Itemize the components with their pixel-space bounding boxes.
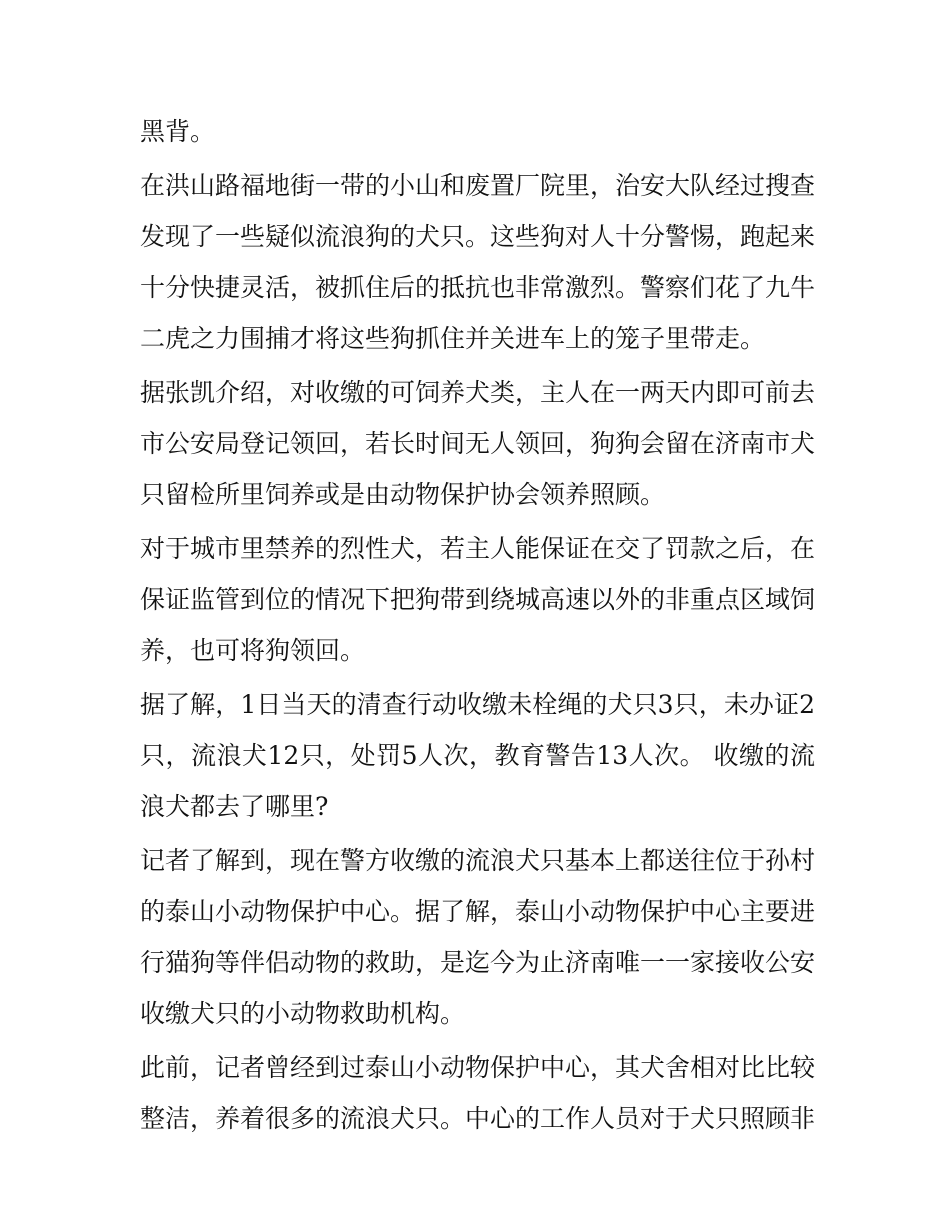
paragraph-2: 在洪山路福地街一带的小山和废置厂院里，治安大队经过搜查发现了一些疑似流浪狗的犬只。这些狗对人十分警惕，跑起来十分快捷灵活，被抓住后的抵抗也非常激烈。警察们花了九牛二虎之力围捕才将这些狗抓住并关进车上的笼子里带走。 <box>140 171 816 353</box>
paragraph-6: 记者了解到，现在警方收缴的流浪犬只基本上都送往位于孙村的泰山小动物保护中心。据了解，泰山小动物保护中心主要进行猫狗等伴侣动物的救助，是迄今为止济南唯一一家接收公安收缴犬只的小动物救助机构。 <box>140 846 816 1028</box>
paragraph-4: 对于城市里禁养的烈性犬，若主人能保证在交了罚款之后，在保证监管到位的情况下把狗带到绕城高速以外的非重点区域饲养，也可将狗领回。 <box>140 534 816 665</box>
paragraph-5: 据了解，1日当天的清查行动收缴未栓绳的犬只3只，未办证2只，流浪犬12只，处罚5人次，教育警告13人次。 收缴的流浪犬都去了哪里? <box>140 690 815 821</box>
paragraph-7: 此前，记者曾经到过泰山小动物保护中心，其犬舍相对比比较整洁，养着很多的流浪犬只。中心的工作人员对于犬只照顾非 <box>140 1053 816 1133</box>
document-page <box>140 106 815 1147</box>
paragraph-1: 黑背。 <box>140 117 216 146</box>
paragraph-3: 据张凯介绍，对收缴的可饲养犬类，主人在一两天内即可前去市公安局登记领回，若长时间无人领回，狗狗会留在济南市犬只留检所里饲养或是由动物保护协会领养照顾。 <box>140 378 816 509</box>
